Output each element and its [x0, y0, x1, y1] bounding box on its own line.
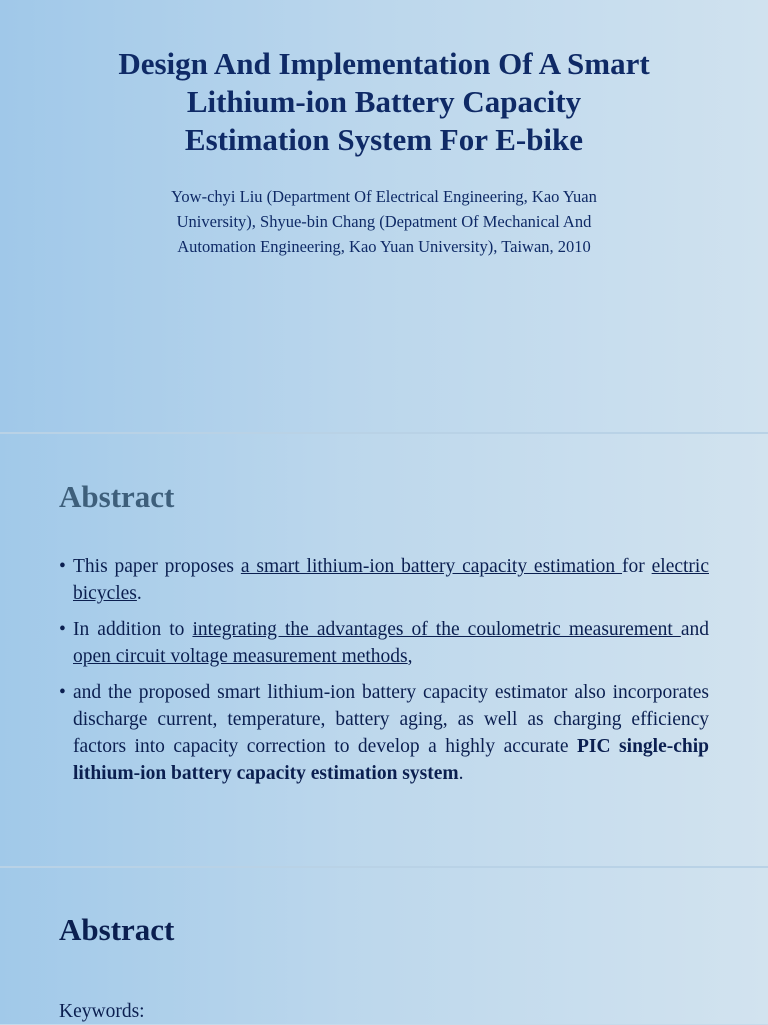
- bullet-icon: •: [59, 556, 66, 577]
- title-slide: [0, 0, 768, 432]
- bullet-text: This paper proposes: [73, 556, 241, 577]
- bullet-icon: •: [59, 619, 66, 640]
- bullet-text: In addition to: [73, 619, 193, 640]
- title-line-3: Estimation System For E-bike: [184, 122, 584, 157]
- title-line-1: Design And Implementation Of A Smart: [118, 46, 650, 81]
- bullet-icon: •: [59, 682, 66, 703]
- underlined-phrase: open circuit voltage measurement methods: [73, 646, 408, 667]
- author-line-1: Yow-chyi Liu (Department Of Electrical Engineering, Kao Yuan: [171, 187, 597, 206]
- bullet-item: [59, 679, 709, 787]
- author-line-3: Automation Engineering, Kao Yuan University), Taiwan, 2010: [177, 237, 591, 256]
- title-line-2: Lithium-ion Battery Capacity: [186, 84, 582, 119]
- underlined-phrase: a smart lithium-ion battery capacity estimation: [240, 556, 623, 577]
- bullet-item: [59, 553, 709, 607]
- bullet-text: and: [680, 619, 709, 640]
- bullet-item: [59, 616, 709, 670]
- bullet-text: and the proposed smart lithium-ion battery capacity estimator also incorporates discharge current, temperature, battery aging, as well as charging efficiency factors into capacity correction to develop a highly accurate: [73, 682, 709, 757]
- presentation-title: [40, 45, 728, 159]
- bullet-text: .: [136, 583, 142, 604]
- underlined-phrase: electric bicycles: [73, 556, 709, 604]
- abstract-heading: Abstract: [59, 479, 175, 514]
- keywords-slide-heading: Abstract: [59, 912, 175, 947]
- bullet-text: ,: [407, 646, 413, 667]
- bullet-text: .: [458, 763, 464, 784]
- bold-phrase: PIC single-chip lithium-ion battery capacity estimation system: [73, 736, 709, 784]
- bullet-text: for: [622, 556, 652, 577]
- author-line-2: University), Shyue-bin Chang (Depatment Of Mechanical And: [176, 212, 592, 231]
- keywords-label: Keywords:: [59, 1001, 145, 1022]
- underlined-phrase: integrating the advantages of the coulometric measurement: [192, 619, 681, 640]
- author-affiliation: [110, 184, 658, 259]
- abstract-bullet-list: [59, 553, 709, 796]
